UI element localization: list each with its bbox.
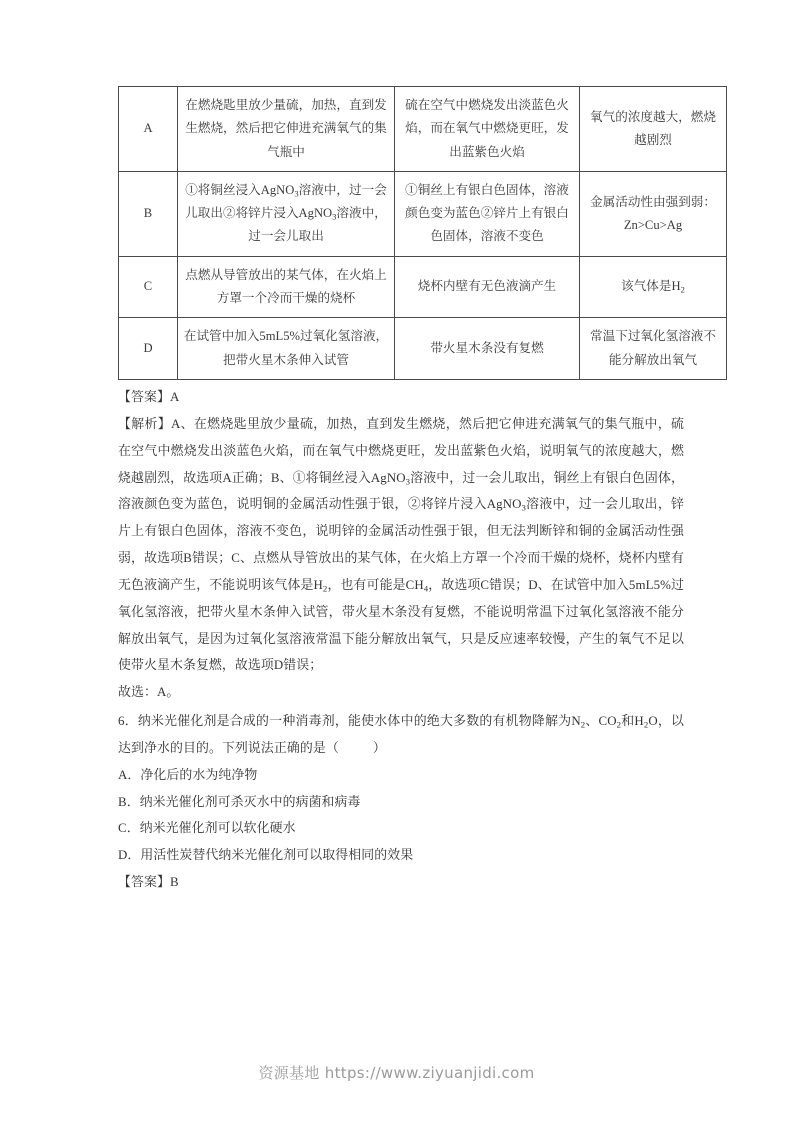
row-phenomenon-cell: 硫在空气中燃烧发出淡蓝色火焰，而在氧气中燃烧更旺，发出蓝紫色火焰: [395, 87, 580, 172]
q6-stem: 6．纳米光催化剂是合成的一种消毒剂，能使水体中的绝大多数的有机物降解为$N_2$、$CO_2$和$H_2O$，以达到净水的目的。下列说法正确的是（ ）: [118, 714, 684, 755]
row-operation-cell: 在燃烧匙里放少量硫，加热，直到发生燃烧，然后把它伸进充满氧气的集气瓶中: [178, 87, 395, 172]
q6-answer-line: 【答案】B: [118, 875, 179, 890]
table-row: [119, 87, 727, 172]
table-body: [119, 87, 727, 380]
q6-option-d: D．用活性炭替代纳米光催化剂可以取得相同的效果: [118, 848, 414, 863]
q5-analysis-paragraph: 【解析】A、在燃烧匙里放少量硫，加热，直到发生燃烧，然后把它伸进充满氧气的集气瓶中，硫在空气中燃烧发出淡蓝色火焰，而在氧气中燃烧更旺，发出蓝紫色火焰，说明氧气的浓度越大，燃烧越剧烈，故选项A正确；B、①将铜丝浸入AgNO$_3$溶液中，过一会儿取出，铜丝上有银白色固体，溶液颜色变为蓝色，说明铜的金属活动性强于银，②将锌片浸入AgNO$_3$溶液中，过一会儿取出，锌片上有银白色固体，溶液不变色，说明锌的金属活动性强于银，但无法判断锌和铜的金属活动性强弱，故选项B错误；C、点燃从导管放出的某气体，在火焰上方罩一个冷而干燥的烧杯，烧杯内壁有无色液滴产生，不能说明该气体是$H_2$，也有可能是$CH_4$，故选项C错误；D、在试管中加入5mL5%过氧化氢溶液，把带火星木条伸入试管，带火星木条没有复燃，不能说明常温下过氧化氢溶液不能分解放出氧气，是因为过氧化氢溶液常温下能分解放出氧气，只是反应速率较慢，产生的氧气不足以使带火星木条复燃，故选项D错误；: [118, 416, 685, 673]
row-conclusion-cell: 金属活动性由强到弱：Zn>Cu>Ag: [580, 171, 727, 256]
row-operation-cell: 在试管中加入5mL5%过氧化氢溶液，把带火星木条伸入试管: [178, 318, 395, 380]
footer-watermark: 资源基地 https://www.ziyuanjidi.com: [258, 1064, 535, 1082]
row-phenomenon-cell: ①铜丝上有银白色固体，溶液颜色变为蓝色②锌片上有银白色固体，溶液不变色: [395, 171, 580, 256]
table-row: [119, 171, 727, 256]
experiment-comparison-table: [118, 86, 727, 380]
q6-option-c: C．纳米光催化剂可以软化硬水: [118, 821, 296, 836]
row-phenomenon-cell: 带火星木条没有复燃: [395, 318, 580, 380]
table-row: [119, 256, 727, 318]
row-conclusion-cell: 氧气的浓度越大，燃烧越剧烈: [580, 87, 727, 172]
row-option-label: B: [119, 171, 178, 256]
q5-answer-line: 【答案】A: [118, 389, 180, 404]
document-content: [118, 86, 716, 896]
row-conclusion-cell: 该气体是$H_2$: [580, 256, 727, 318]
row-conclusion-cell: 常温下过氧化氢溶液不能分解放出氧气: [580, 318, 727, 380]
row-option-label: C: [119, 256, 178, 318]
table-row: [119, 318, 727, 380]
q6-option-b: B．纳米光催化剂可杀灭水中的病菌和病毒: [118, 794, 361, 809]
row-phenomenon-cell: 烧杯内壁有无色液滴产生: [395, 256, 580, 318]
q6-option-a: A．净化后的水为纯净物: [118, 767, 258, 782]
row-operation-cell: 点燃从导管放出的某气体，在火焰上方罩一个冷而干燥的烧杯: [178, 256, 395, 318]
q5-conclusion-line: 故选：A。: [118, 685, 180, 700]
row-operation-cell: ①将铜丝浸入AgNO$_3$溶液中，过一会儿取出②将锌片浸入AgNO$_3$溶液中，过一会儿取出: [178, 171, 395, 256]
row-option-label: D: [119, 318, 178, 380]
row-option-label: A: [119, 87, 178, 172]
